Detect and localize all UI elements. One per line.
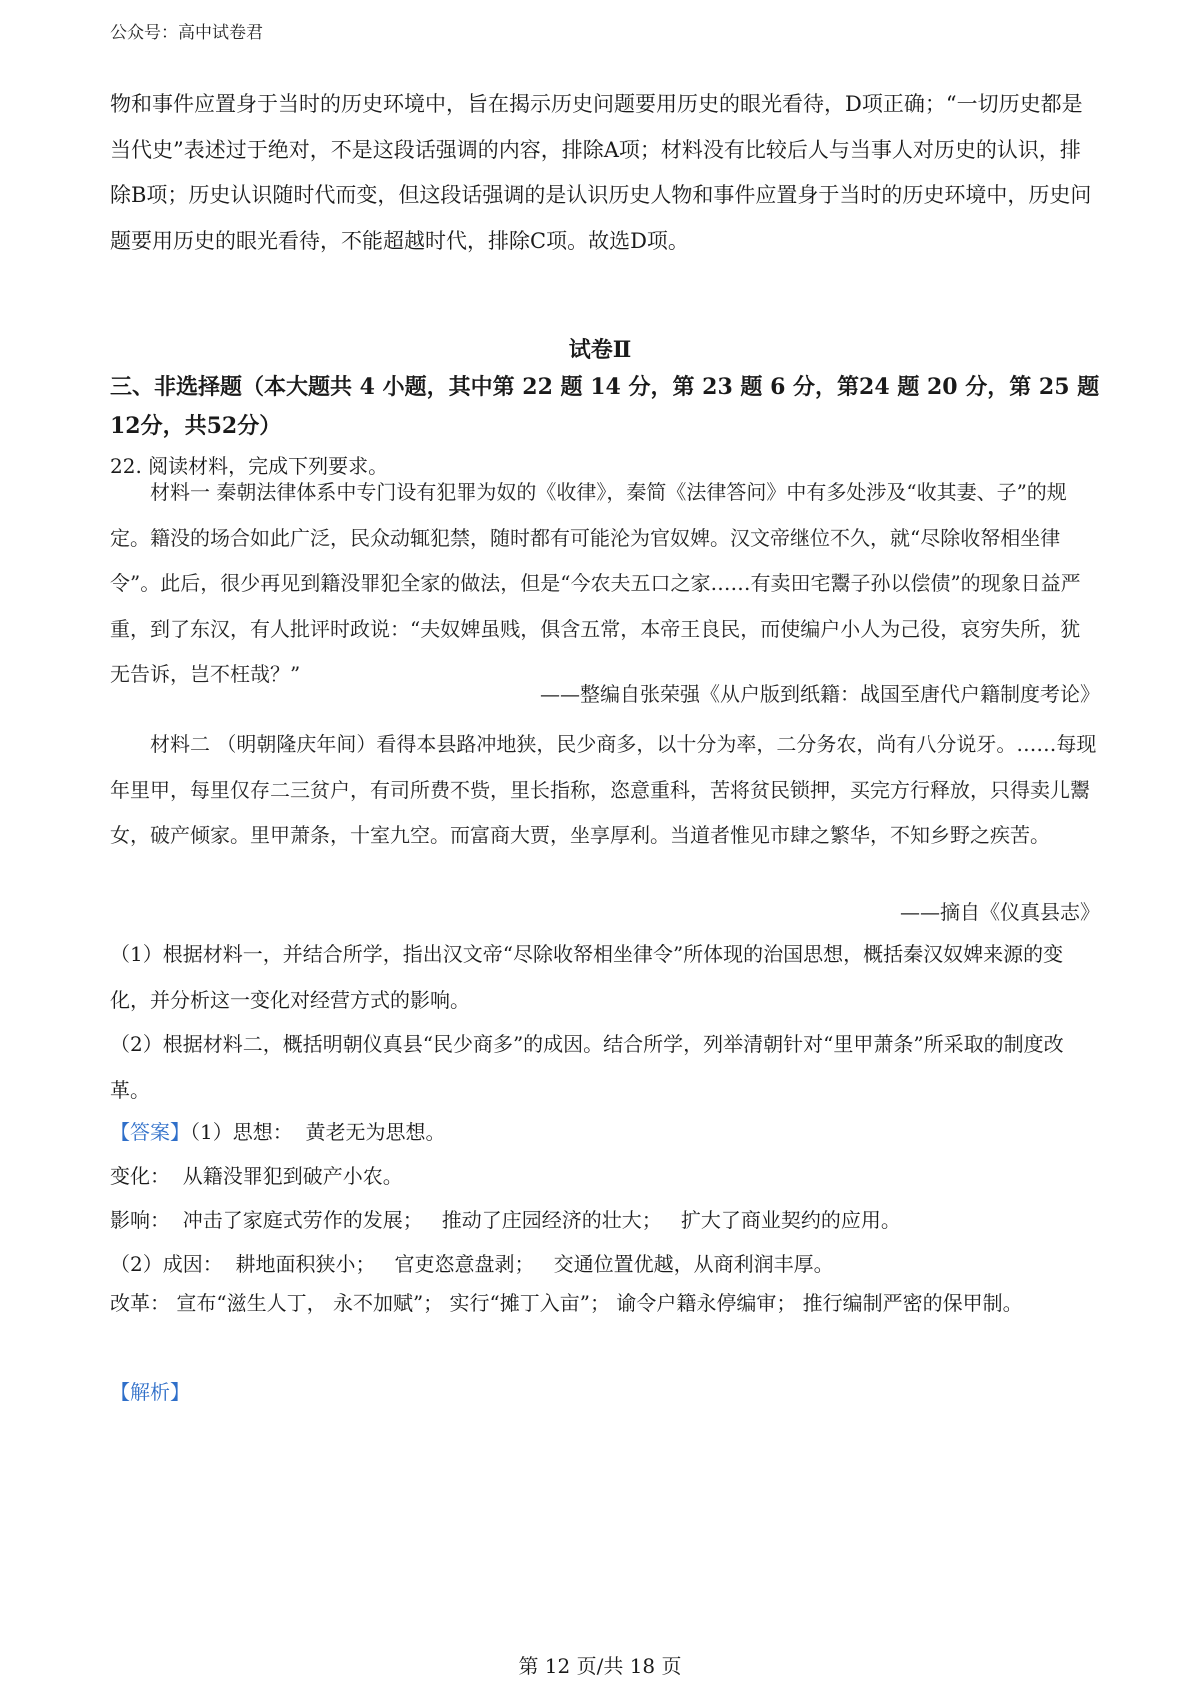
answer-line-2: 变化： 从籍没罪犯到破产小农。 bbox=[110, 1164, 403, 1188]
material-two: 材料二 （明朝隆庆年间）看得本县路冲地狭，民少商多，以十分为率，二分务农，尚有八分说牙。……每现年里甲，每里仅存二三贫户，有司所费不赀，里长指称，恣意重科，苦将贫民锁押，买完方行释放，只得卖儿鬻女，破产倾家。里甲萧条，十室九空。而富商大贾，坐享厚利。当道者惟见市肆之繁华，不知乡野之疾苦。 bbox=[110, 732, 1097, 847]
previous-explanation: 物和事件应置身于当时的历史环境中，旨在揭示历史问题要用历史的眼光看待，D项正确；“一切历史都是当代史”表述过于绝对，不是这段话强调的内容，排除A项；材料没有比较后人与当事人对历史的认识，排除B项；历史认识随时代而变，但这段话强调的是认识历史人物和事件应置身于当时的历史环境中，历史问题要用历史的眼光看待，不能超越时代，排除C项。故选D项。 bbox=[110, 92, 1092, 253]
source-two: ——摘自《仪真县志》 bbox=[900, 900, 1100, 924]
answer-line-3: 影响： 冲击了家庭式劳作的发展； 推动了庄园经济的壮大； 扩大了商业契约的应用。 bbox=[110, 1208, 901, 1232]
analysis-tag: 【解析】 bbox=[110, 1380, 190, 1404]
sub-question-2: （2）根据材料二，概括明朝仪真县“民少商多”的成因。结合所学，列举清朝针对“里甲萧条”所采取的制度改革。 bbox=[110, 1032, 1064, 1102]
material-one: 材料一 秦朝法律体系中专门设有犯罪为奴的《收律》，秦简《法律答问》中有多处涉及“收其妻、子”的规定。籍没的场合如此广泛，民众动辄犯禁，随时都有可能沦为官奴婢。汉文帝继位不久，就“尽除收帑相坐律令”。此后，很少再见到籍没罪犯全家的做法，但是“今农夫五口之家……有卖田宅鬻子孙以偿债”的现象日益严重，到了东汉，有人批评时政说：“夫奴婢虽贱，俱含五常，本帝王良民，而使编户小人为己役，哀穷失所，犹无告诉，岂不枉哉？” bbox=[110, 480, 1081, 686]
page-header: 公众号：高中试卷君 bbox=[110, 23, 263, 43]
question-stem: 22. 阅读材料，完成下列要求。 bbox=[110, 454, 389, 478]
paper-title: 试卷Ⅱ bbox=[568, 337, 632, 363]
section-heading: 三、非选择题（本大题共 4 小题，其中第 22 题 14 分，第 23 题 6 分，第24 题 20 分，第 25 题 12分，共52分） bbox=[110, 374, 1100, 439]
source-one: ——整编自张荣强《从户版到纸籍：战国至唐代户籍制度考论》 bbox=[540, 682, 1100, 706]
answer-line-5: 改革： 宣布“滋生人丁， 永不加赋”； 实行“摊丁入亩”； 谕令户籍永停编审； 推行编制严密的保甲制。 bbox=[110, 1291, 1023, 1315]
page-footer: 第 12 页/共 18 页 bbox=[518, 1654, 682, 1678]
sub-question-1: （1）根据材料一，并结合所学，指出汉文帝“尽除收帑相坐律令”所体现的治国思想，概括秦汉奴婢来源的变化，并分析这一变化对经营方式的影响。 bbox=[110, 942, 1064, 1012]
answer-line-1: 【答案】（1）思想： 黄老无为思想。 bbox=[110, 1120, 446, 1144]
answer-line-4: （2）成因： 耕地面积狭小； 官吏恣意盘剥； 交通位置优越，从商利润丰厚。 bbox=[110, 1252, 834, 1276]
answer-tag: 【答案】 bbox=[110, 1120, 190, 1144]
